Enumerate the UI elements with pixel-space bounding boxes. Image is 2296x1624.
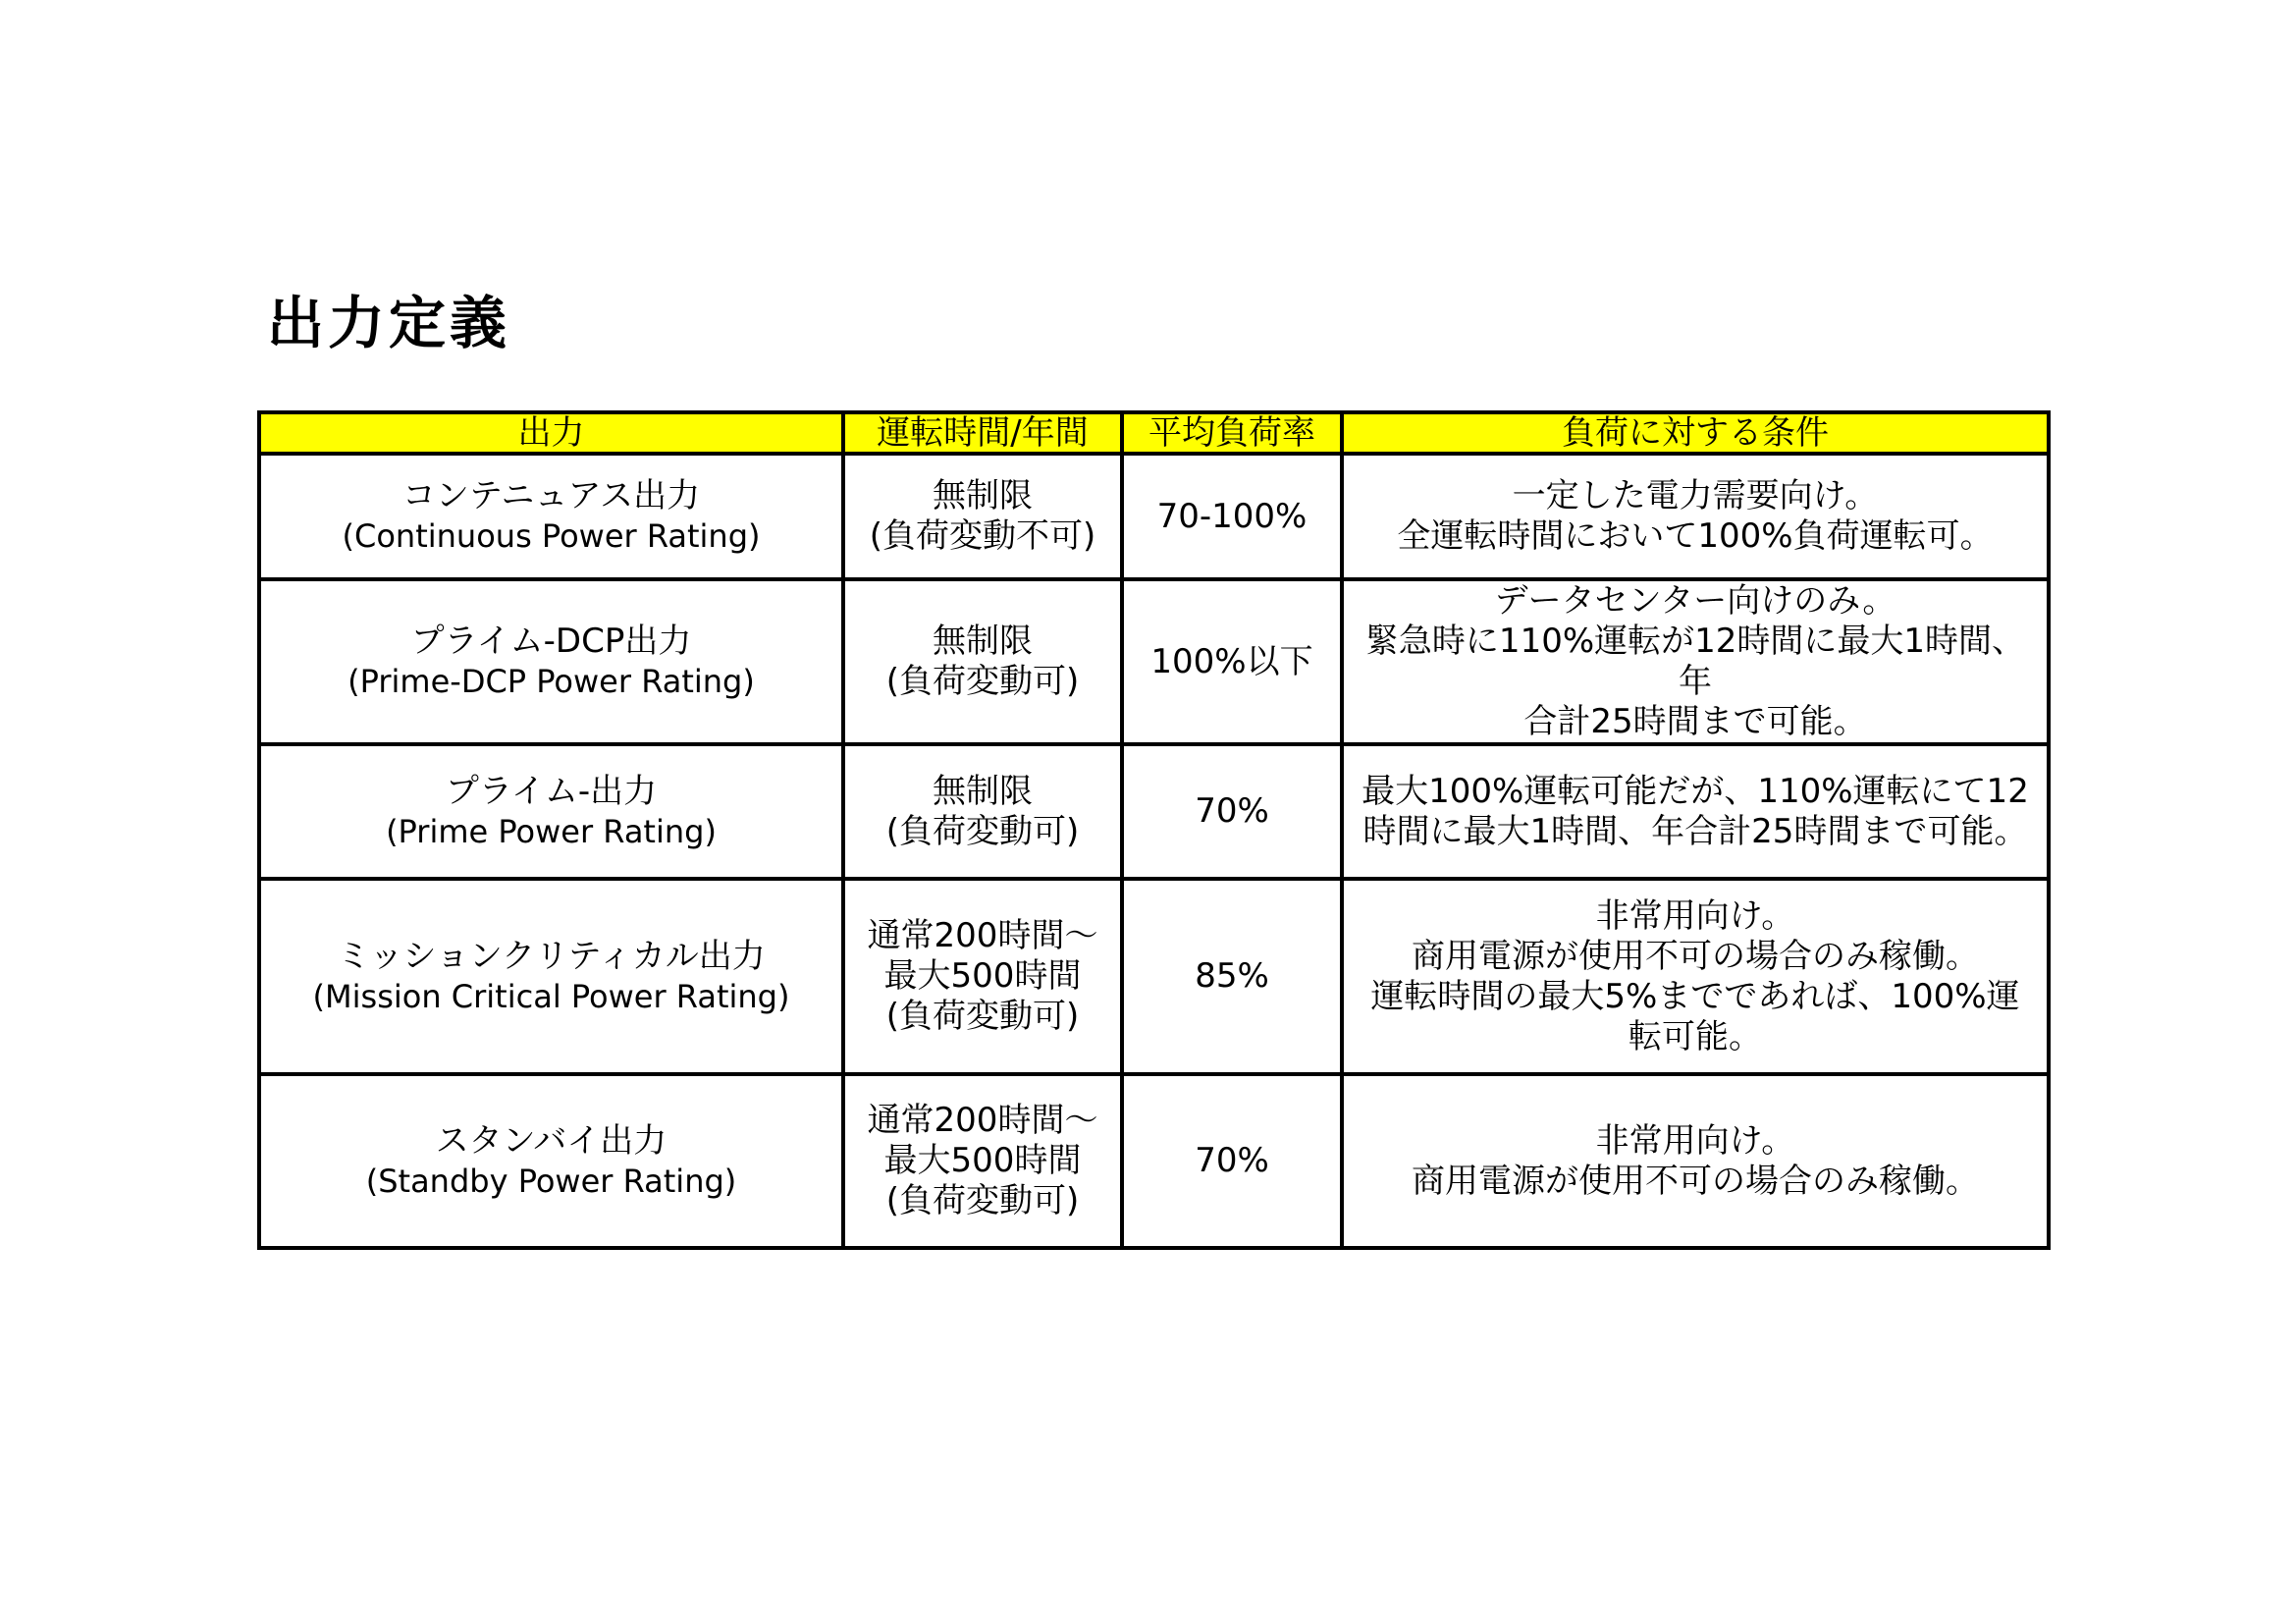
operating-time-cell: [843, 1074, 1122, 1248]
table-row: [259, 879, 2049, 1074]
load-rate-cell: 100%以下: [1122, 579, 1342, 744]
operating-time-line: 無制限: [933, 622, 1033, 661]
condition-line: 運転時間の最大5%までであれば、100%運: [1370, 976, 2020, 1016]
load-rate-cell: 85%: [1122, 879, 1342, 1074]
condition-line: 一定した電力需要向け。: [1512, 476, 1879, 515]
operating-time-cell: [843, 744, 1122, 879]
operating-time-line: 最大500時間: [883, 1141, 1082, 1180]
output-cell: [259, 879, 843, 1074]
condition-cell: [1342, 744, 2049, 879]
condition-cell: [1342, 1074, 2049, 1248]
condition-line: 緊急時に110%運転が12時間に最大1時間、年: [1364, 622, 2026, 701]
operating-time-line: 最大500時間: [883, 956, 1082, 996]
output-cell: [259, 1074, 843, 1248]
condition-cell: [1342, 879, 2049, 1074]
condition-line: 全運転時間において100%負荷運転可。: [1397, 516, 1994, 556]
operating-time-cell: [843, 879, 1122, 1074]
condition-cell: [1342, 579, 2049, 744]
output-cell: [259, 744, 843, 879]
output-name-jp: スタンバイ出力: [435, 1120, 667, 1161]
load-rate-cell: 70%: [1122, 744, 1342, 879]
output-name-en: (Prime Power Rating): [386, 812, 717, 850]
load-rate-cell: 70-100%: [1122, 454, 1342, 579]
condition-line: 非常用向け。: [1595, 895, 1795, 936]
output-cell: [259, 579, 843, 744]
output-definition-table: [257, 410, 2051, 1250]
operating-time-line: (負荷変動可): [885, 997, 1080, 1036]
header-load-conditions: 負荷に対する条件: [1342, 412, 2049, 454]
table-row: [259, 579, 2049, 744]
operating-time-line: 無制限: [933, 771, 1033, 811]
output-name-jp: ミッションクリティカル出力: [337, 936, 766, 976]
header-average-load-rate: 平均負荷率: [1122, 412, 1342, 454]
output-name-en: (Mission Critical Power Rating): [312, 977, 790, 1015]
output-name-jp: プライム-DCP出力: [410, 622, 692, 661]
output-name-en: (Prime-DCP Power Rating): [347, 663, 755, 700]
operating-time-line: (負荷変動不可): [869, 516, 1096, 556]
page-title: 出力定義: [267, 290, 511, 356]
operating-time-line: 通常200時間～: [867, 1101, 1098, 1140]
table-row: [259, 744, 2049, 879]
condition-line: 転可能。: [1629, 1016, 1762, 1056]
operating-time-line: (負荷変動可): [885, 662, 1080, 701]
header-output: 出力: [259, 412, 843, 454]
operating-time-line: (負荷変動可): [885, 1181, 1080, 1220]
operating-time-line: 通常200時間～: [867, 916, 1098, 955]
condition-line: 非常用向け。: [1595, 1120, 1795, 1161]
condition-line: データセンター向けのみ。: [1494, 581, 1896, 621]
header-operating-time: 運転時間/年間: [843, 412, 1122, 454]
output-name-en: (Standby Power Rating): [365, 1162, 737, 1200]
operating-time-line: (負荷変動可): [885, 811, 1080, 851]
condition-line: 最大100%運転可能だが、110%運転にて12: [1362, 771, 2029, 811]
load-rate-cell: 70%: [1122, 1074, 1342, 1248]
condition-cell: [1342, 454, 2049, 579]
table-header-row: [259, 412, 2049, 454]
output-name-jp: コンテニュアス出力: [401, 476, 701, 515]
condition-line: 商用電源が使用不可の場合のみ稼働。: [1412, 936, 1979, 976]
operating-time-cell: [843, 579, 1122, 744]
operating-time-line: 無制限: [933, 476, 1033, 515]
output-cell: [259, 454, 843, 579]
condition-line: 合計25時間まで可能。: [1523, 702, 1867, 741]
output-definition-table-container: [257, 410, 2047, 1250]
table-row: [259, 454, 2049, 579]
condition-line: 商用電源が使用不可の場合のみ稼働。: [1412, 1161, 1979, 1201]
output-name-jp: プライム-出力: [445, 771, 658, 811]
table-row: [259, 1074, 2049, 1248]
output-name-en: (Continuous Power Rating): [342, 517, 761, 555]
condition-line: 時間に最大1時間、年合計25時間まで可能。: [1362, 811, 2028, 851]
operating-time-cell: [843, 454, 1122, 579]
